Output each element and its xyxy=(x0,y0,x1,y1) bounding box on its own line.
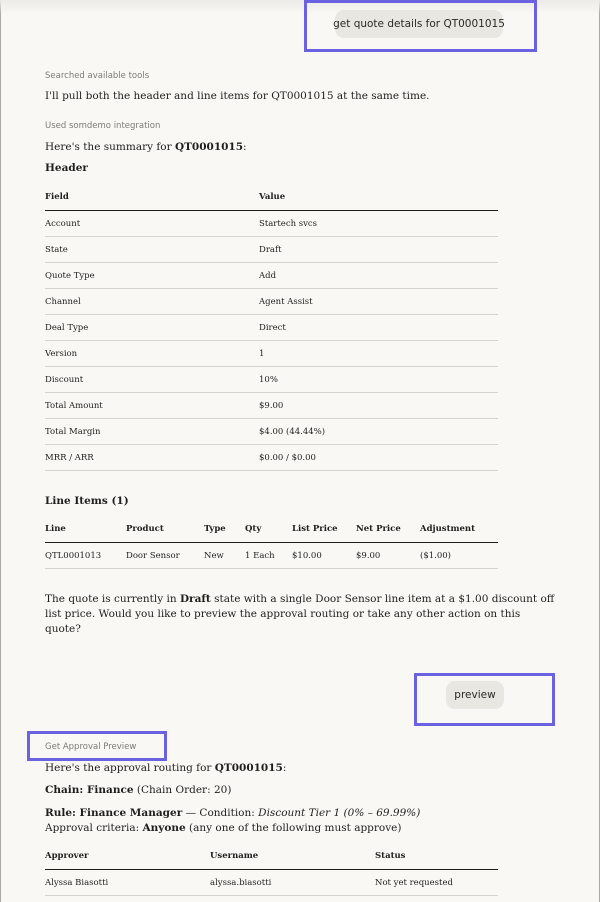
product-cell: Door Sensor xyxy=(126,543,204,569)
column-header: Line xyxy=(45,516,126,543)
line-cell: QTL0001013 xyxy=(45,543,126,569)
value-cell: $4.00 (44.44%) xyxy=(259,419,498,445)
user-message-bubble: get quote details for QT0001015 xyxy=(335,10,503,38)
header-table-head xyxy=(45,184,498,211)
table-row xyxy=(45,315,498,341)
rule-block: Rule: Finance Manager — Condition: Discount Tier 1 (0% – 69.99%) Approval criteria: Anyone (any one of the following must approve) xyxy=(45,807,421,834)
tool-label-integration[interactable]: Used somdemo integration xyxy=(45,121,161,131)
routing-line: Here's the approval routing for QT0001015: xyxy=(45,762,287,774)
field-cell: MRR / ARR xyxy=(45,445,259,471)
value-cell: Startech svcs xyxy=(259,211,498,237)
column-header: Adjustment xyxy=(420,516,498,543)
table-row xyxy=(45,367,498,393)
table-row xyxy=(45,543,498,569)
table-row xyxy=(45,237,498,263)
list-price-cell: $10.00 xyxy=(292,543,356,569)
column-header: List Price xyxy=(292,516,356,543)
user-message-bubble-preview: preview xyxy=(446,681,504,709)
table-row xyxy=(45,341,498,367)
header-title: Header xyxy=(45,162,88,174)
field-cell: Quote Type xyxy=(45,263,259,289)
table-row xyxy=(45,393,498,419)
table-row xyxy=(45,263,498,289)
field-cell: Account xyxy=(45,211,259,237)
column-header: Qty xyxy=(245,516,292,543)
column-header: Net Price xyxy=(356,516,420,543)
line-items-title: Line Items (1) xyxy=(45,495,129,507)
value-cell: Draft xyxy=(259,237,498,263)
table-row xyxy=(45,289,498,315)
summary-line: Here's the summary for QT0001015: xyxy=(45,141,247,153)
value-cell: 1 xyxy=(259,341,498,367)
field-cell: State xyxy=(45,237,259,263)
adjustment-cell: ($1.00) xyxy=(420,543,498,569)
approver-table xyxy=(45,843,498,896)
column-header: Type xyxy=(204,516,245,543)
table-row xyxy=(45,419,498,445)
top-fade xyxy=(0,0,600,14)
tool-label-search[interactable]: Searched available tools xyxy=(45,71,150,81)
table-row xyxy=(45,870,498,896)
column-header: Product xyxy=(126,516,204,543)
value-cell: $0.00 / $0.00 xyxy=(259,445,498,471)
value-cell: $9.00 xyxy=(259,393,498,419)
net-price-cell: $9.00 xyxy=(356,543,420,569)
column-header: Value xyxy=(259,184,498,211)
column-header: Username xyxy=(210,843,375,870)
column-header: Field xyxy=(45,184,259,211)
field-cell: Discount xyxy=(45,367,259,393)
line-items-head xyxy=(45,516,498,543)
approver-table-head xyxy=(45,843,498,870)
tool-label-approval-preview[interactable]: Get Approval Preview xyxy=(45,742,137,752)
field-cell: Total Amount xyxy=(45,393,259,419)
table-row xyxy=(45,211,498,237)
username-cell: alyssa.biasotti xyxy=(210,870,375,896)
field-cell: Total Margin xyxy=(45,419,259,445)
value-cell: Agent Assist xyxy=(259,289,498,315)
header-table xyxy=(45,184,498,471)
assistant-intro: I'll pull both the header and line items for QT0001015 at the same time. xyxy=(45,90,430,102)
field-cell: Deal Type xyxy=(45,315,259,341)
line-items-table xyxy=(45,516,498,569)
field-cell: Channel xyxy=(45,289,259,315)
chain-line: Chain: Finance (Chain Order: 20) xyxy=(45,784,232,796)
quote-id: QT0001015 xyxy=(174,141,244,153)
table-row xyxy=(45,445,498,471)
qty-cell: 1 Each xyxy=(245,543,292,569)
column-header: Status xyxy=(375,843,498,870)
approver-cell: Alyssa Biasotti xyxy=(45,870,210,896)
status-cell: Not yet requested xyxy=(375,870,498,896)
field-cell: Version xyxy=(45,341,259,367)
column-header: Approver xyxy=(45,843,210,870)
value-cell: 10% xyxy=(259,367,498,393)
value-cell: Add xyxy=(259,263,498,289)
type-cell: New xyxy=(204,543,245,569)
value-cell: Direct xyxy=(259,315,498,341)
closing-paragraph: The quote is currently in Draft state with a single Door Sensor line item at a $1.00 discount off list price. Would you like to preview the approval routing or take any other action on this quote? xyxy=(45,593,555,635)
